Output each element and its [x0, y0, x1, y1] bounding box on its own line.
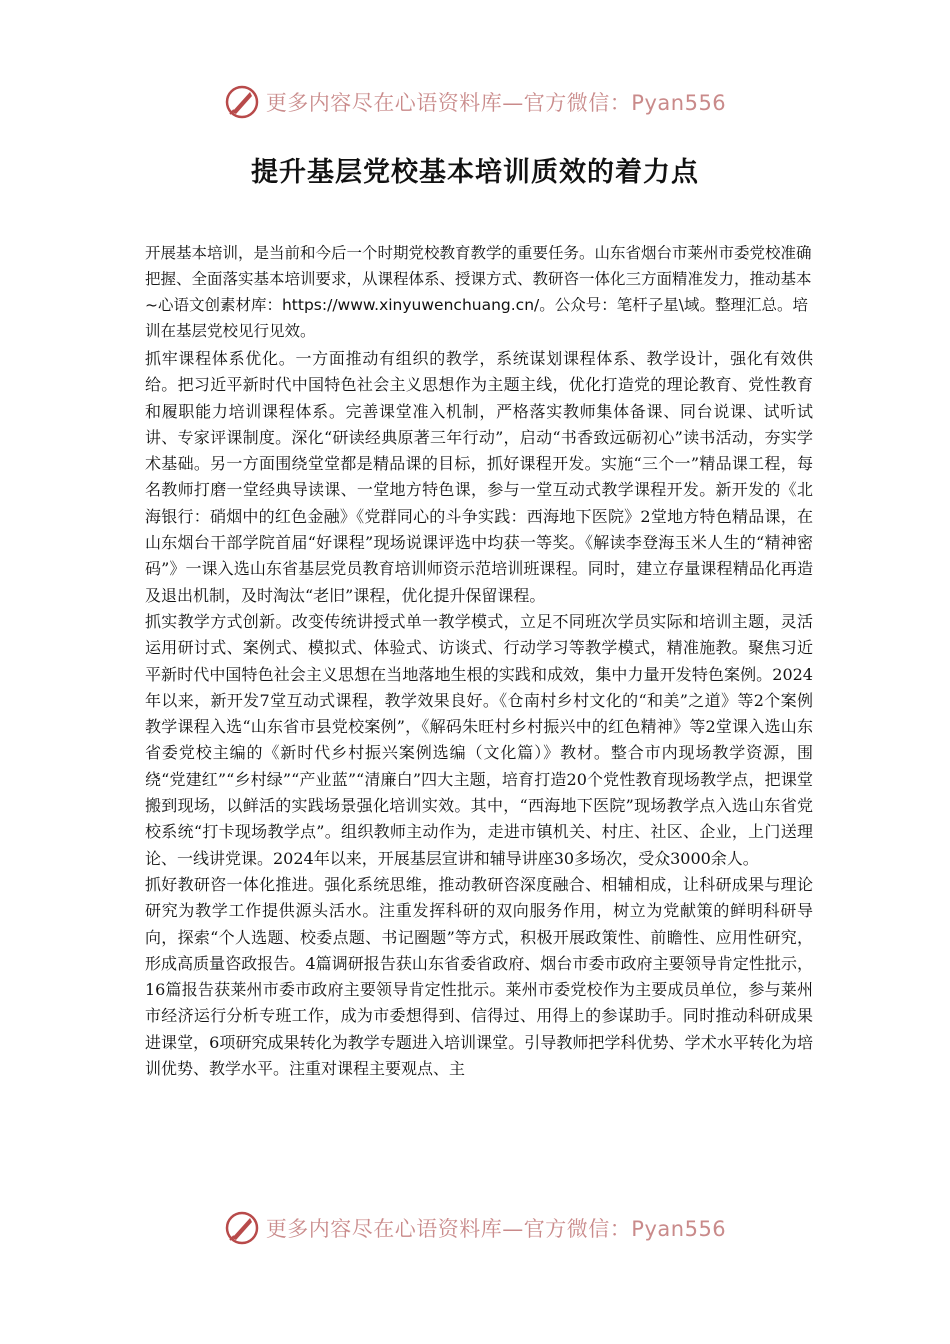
document-body — [145, 240, 813, 1082]
paragraph-course-system: 抓牢课程体系优化。一方面推动有组织的教学，系统谋划课程体系、教学设计，强化有效供给。把习近平新时代中国特色社会主义思想作为主题主线，优化打造党的理论教育、党性教育和履职能力培训课程体系。完善课堂准入机制，严格落实教师集体备课、同台说课、试听试讲、专家评课制度。深化“研读经典原著三年行动”，启动“书香致远砺初心”读书活动，夯实学术基础。另一方面围绕堂堂都是精品课的目标，抓好课程开发。实施“三个一”精品课工程，每名教师打磨一堂经典导读课、一堂地方特色课，参与一堂互动式教学课程开发。新开发的《北海银行：硝烟中的红色金融》《党群同心的斗争实践：西海地下医院》2堂地方特色精品课，在山东烟台干部学院首届“好课程”现场说课评选中均获一等奖。《解读李登海玉米人生的“精神密码”》一课入选山东省基层党员教育培训师资示范培训班课程。同时，建立存量课程精品化再造及退出机制，及时淘汰“老旧”课程，优化提升保留课程。 — [145, 349, 813, 605]
quill-logo-icon — [224, 84, 260, 120]
watermark-text: 更多内容尽在心语资料库—官方微信：Pyan556 — [265, 91, 727, 115]
intro-paragraph: 开展基本培训，是当前和今后一个时期党校教育教学的重要任务。山东省烟台市莱州市委党校准确把握、全面落实基本培训要求，从课程体系、授课方式、教研咨一体化三方面精准发力，推动基本~心语文创素材库：https://www.xinyuwenchuang.cn/。公众号：笔杆子星\域。整理汇总。培训在基层党校见行见效。 — [145, 244, 812, 340]
watermark-banner-bottom — [0, 1208, 950, 1248]
quill-logo-icon — [224, 1210, 260, 1246]
document-title: 提升基层党校基本培训质效的着力点 — [251, 157, 699, 188]
paragraph-research-integration: 抓好教研咨一体化推进。强化系统思维，推动教研咨深度融合、相辅相成，让科研成果与理论研究为教学工作提供源头活水。注重发挥科研的双向服务作用，树立为党献策的鲜明科研导向，探索“个人选题、校委点题、书记圈题”等方式，积极开展政策性、前瞻性、应用性研究，形成高质量咨政报告。4篇调研报告获山东省委省政府、烟台市委市政府主要领导肯定性批示，16篇报告获莱州市委市政府主要领导肯定性批示。莱州市委党校作为主要成员单位，参与莱州市经济运行分析专班工作，成为市委想得到、信得过、用得上的参谋助手。同时推动科研成果进课堂，6项研究成果转化为教学专题进入培训课堂。引导教师把学科优势、学术水平转化为培训优势、教学水平。注重对课程主要观点、主 — [145, 874, 813, 1079]
watermark-banner-top — [0, 82, 950, 122]
watermark-text: 更多内容尽在心语资料库—官方微信：Pyan556 — [265, 1217, 727, 1241]
paragraph-teaching-methods: 抓实教学方式创新。改变传统讲授式单一教学模式，立足不同班次学员实际和培训主题，灵活运用研讨式、案例式、模拟式、体验式、访谈式、行动学习等教学模式，精准施教。聚焦习近平新时代中国特色社会主义思想在当地落地生根的实践和成效，集中力量开发特色案例。2024年以来，新开发7堂互动式课程，教学效果良好。《仓南村乡村文化的“和美”之道》等2个案例教学课程入选“山东省市县党校案例”，《解码朱旺村乡村振兴中的红色精神》等2堂课入选山东省委党校主编的《新时代乡村振兴案例选编（文化篇）》教材。整合市内现场教学资源，围绕“党建红”“乡村绿”“产业蓝”“清廉白”四大主题，培育打造20个党性教育现场教学点，把课堂搬到现场，以鲜活的实践场景强化培训实效。其中，“西海地下医院”现场教学点入选山东省党校系统“打卡现场教学点”。组织教师主动作为，走进市镇机关、村庄、社区、企业，上门送理论、一线讲党课。2024年以来，开展基层宣讲和辅导讲座30多场次，受众3000余人。 — [145, 611, 813, 868]
